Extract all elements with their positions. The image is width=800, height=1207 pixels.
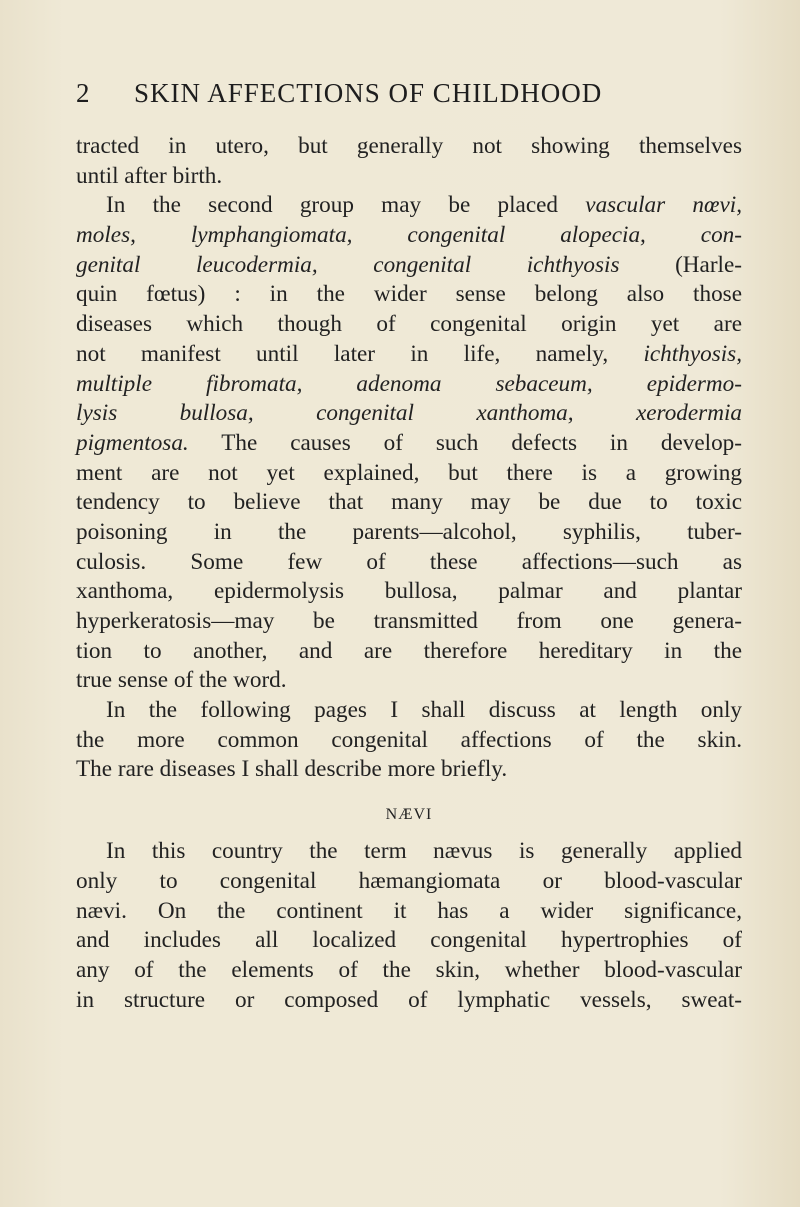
text-line xyxy=(76,221,742,251)
italic-term: moles, lymphangiomata, congenital alopecia, con- xyxy=(76,222,742,249)
italic-term: pigmentosa. xyxy=(76,429,189,456)
text-line: the more common congenital affections of the skin. xyxy=(76,726,742,753)
italic-term: multiple fibromata, adenoma sebaceum, epidermo- xyxy=(76,370,742,397)
text-span: (Harle- xyxy=(619,251,743,278)
text-line: only to congenital hæmangiomata or blood-vascular xyxy=(76,867,742,894)
text-line: any of the elements of the skin, whether blood-vascular xyxy=(76,956,742,983)
page-number: 2 xyxy=(76,78,91,108)
text-line: tracted in utero, but generally not showing themselves xyxy=(76,133,742,159)
text-line: poisoning in the parents—alcohol, syphilis, tuber- xyxy=(76,518,742,545)
text-span: not manifest until later in life, namely, xyxy=(76,340,644,367)
text-line xyxy=(76,370,742,400)
text-line: ment are not yet explained, but there is a growing xyxy=(76,459,742,486)
text-line: tendency to believe that many may be due to toxic xyxy=(76,489,742,516)
text-line: tion to another, and are therefore hereditary in the xyxy=(76,637,742,664)
text-line: culosis. Some few of these affections—such as xyxy=(76,548,742,575)
text-span: In the second group may be placed xyxy=(106,192,586,219)
text-line: true sense of the word. xyxy=(76,667,287,694)
italic-term: lysis bullosa, congenital xanthoma, xerodermia xyxy=(76,400,742,427)
text-line: xanthoma, epidermolysis bullosa, palmar and plantar xyxy=(76,578,742,605)
text-line: nævi. On the continent it has a wider significance, xyxy=(76,897,742,924)
running-title: SKIN AFFECTIONS OF CHILDHOOD xyxy=(134,78,603,108)
text-line xyxy=(76,191,742,221)
text-span: The causes of such defects in develop- xyxy=(188,429,742,456)
running-head xyxy=(76,78,736,110)
body-text xyxy=(76,132,742,1015)
italic-term: genital leucodermia, congenital ichthyosis xyxy=(76,251,620,278)
italic-term: vascular nœvi, xyxy=(585,192,742,219)
text-line xyxy=(76,340,742,370)
text-line xyxy=(76,251,742,281)
text-line: until after birth. xyxy=(76,162,223,189)
text-line: quin fœtus) : in the wider sense belong also those xyxy=(76,281,742,308)
text-line: In the following pages I shall discuss at length only xyxy=(106,697,742,724)
text-line: The rare diseases I shall describe more briefly. xyxy=(76,756,508,783)
text-line: in structure or composed of lymphatic vessels, sweat- xyxy=(76,986,742,1013)
text-line: In this country the term nævus is generally applied xyxy=(106,838,742,865)
italic-term: ichthyosis, xyxy=(643,340,742,367)
text-line: hyperkeratosis—may be transmitted from one genera- xyxy=(76,608,742,634)
text-line xyxy=(76,399,742,429)
text-line: diseases which though of congenital origin yet are xyxy=(76,311,742,338)
section-heading: NÆVI xyxy=(385,806,433,824)
text-line xyxy=(76,429,742,459)
text-line: and includes all localized congenital hypertrophies of xyxy=(76,927,742,954)
